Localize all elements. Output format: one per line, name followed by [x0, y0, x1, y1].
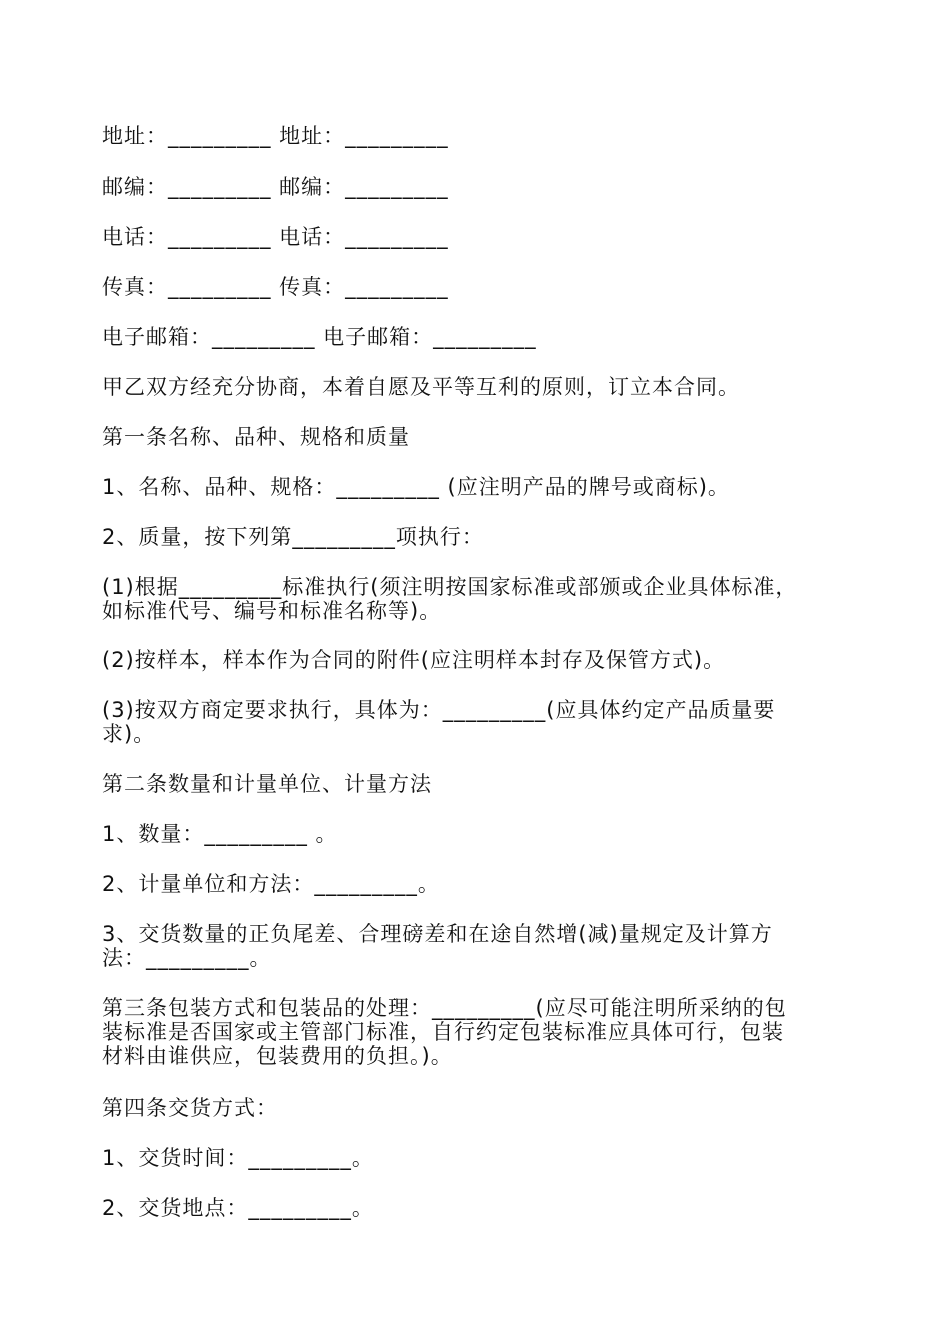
article-1-option-1-line-2: 如标准代号、编号和标准名称等)。 — [102, 599, 442, 623]
article-1-option-2: (2)按样本，样本作为合同的附件(应注明样本封存及保管方式)。 — [102, 648, 726, 672]
article-2-heading: 第二条数量和计量单位、计量方法 — [102, 772, 432, 796]
article-1-heading: 第一条名称、品种、规格和质量 — [102, 425, 410, 449]
article-1-option-3 — [102, 698, 867, 746]
article-3-line-1: 第三条包装方式和包装品的处理：_________(应尽可能注明所采纳的包 — [102, 996, 787, 1020]
article-2-item-3-line-2: 法：_________。 — [102, 946, 272, 970]
address-line: 地址：_________ 地址：_________ — [102, 124, 449, 148]
article-1-option-1-line-1: (1)根据_________标准执行(须注明按国家标准或部颁或企业具体标准， — [102, 575, 798, 599]
article-1-item-2: 2、质量，按下列第_________项执行： — [102, 525, 484, 549]
article-4-heading: 第四条交货方式： — [102, 1096, 278, 1120]
phone-line: 电话：_________ 电话：_________ — [102, 225, 449, 249]
article-3-line-3: 材料由谁供应，包装费用的负担。)。 — [102, 1044, 453, 1068]
postcode-line: 邮编：_________ 邮编：_________ — [102, 175, 449, 199]
article-3-line-2: 装标准是否国家或主管部门标准，自行约定包装标准应具体可行，包装 — [102, 1020, 784, 1044]
email-line: 电子邮箱：_________ 电子邮箱：_________ — [102, 325, 537, 349]
article-2-item-3 — [102, 922, 867, 970]
article-1-item-1: 1、名称、品种、规格：_________ (应注明产品的牌号或商标)。 — [102, 475, 730, 499]
article-2-item-3-line-1: 3、交货数量的正负尾差、合理磅差和在途自然增(减)量规定及计算方 — [102, 922, 773, 946]
fax-line: 传真：_________ 传真：_________ — [102, 275, 449, 299]
article-1-option-3-line-2: 求)。 — [102, 722, 156, 746]
article-4-item-2: 2、交货地点：_________。 — [102, 1196, 374, 1220]
article-1-option-3-line-1: (3)按双方商定要求执行，具体为：_________(应具体约定产品质量要 — [102, 698, 776, 722]
article-1-option-1 — [102, 575, 867, 623]
article-2-item-2: 2、计量单位和方法：_________。 — [102, 872, 440, 896]
article-4-item-1: 1、交货时间：_________。 — [102, 1146, 374, 1170]
article-2-item-1: 1、数量：_________ 。 — [102, 822, 338, 846]
article-3-paragraph — [102, 996, 867, 1068]
intro-paragraph: 甲乙双方经充分协商，本着自愿及平等互利的原则，订立本合同。 — [102, 375, 740, 399]
